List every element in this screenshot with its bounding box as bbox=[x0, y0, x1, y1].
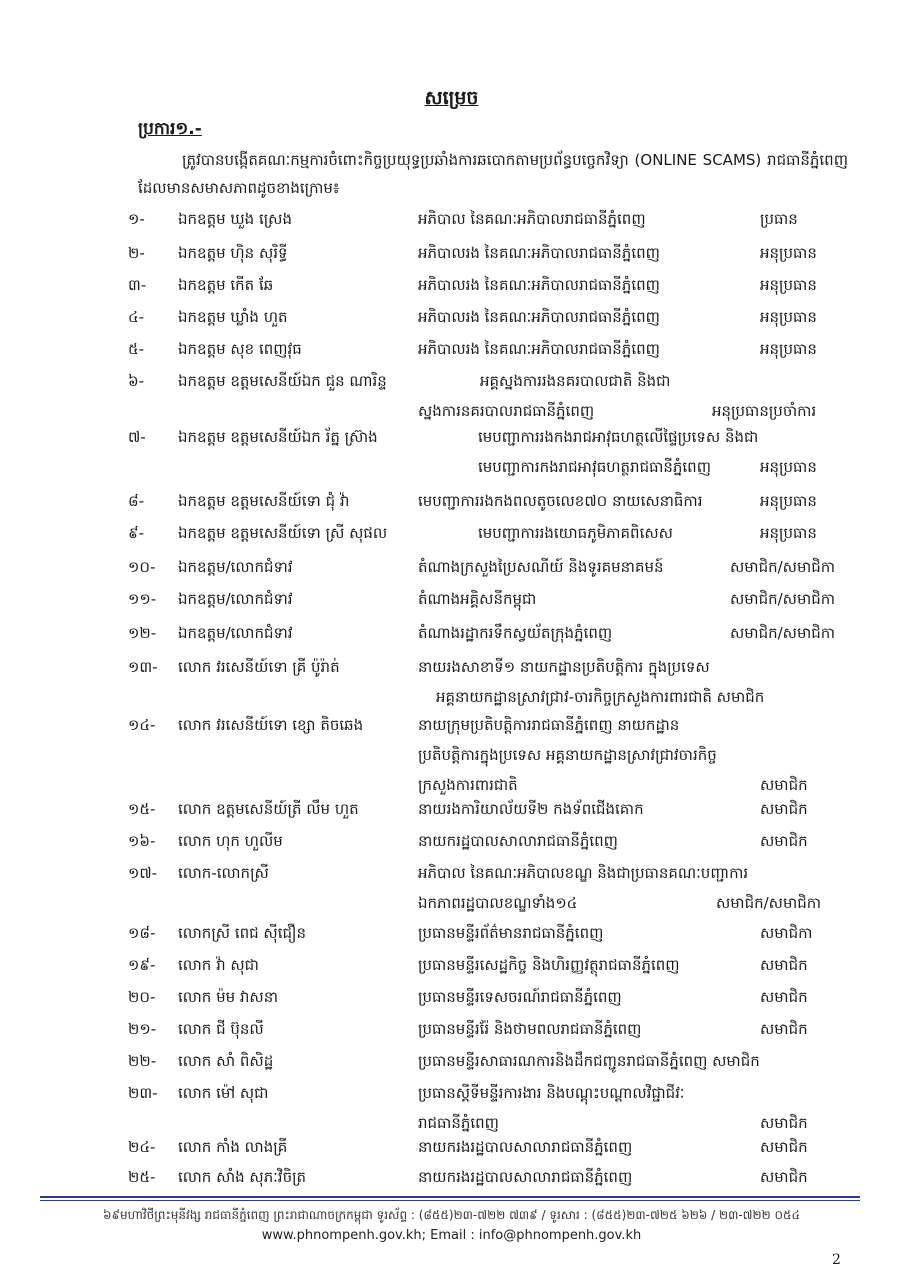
footer-divider bbox=[40, 1196, 860, 1198]
member-position: ប្រធានមន្ទីរសេដ្ឋកិច្ច និងហិរញ្ញវត្ថុរាជធានីភ្នំពេញ bbox=[418, 956, 680, 974]
member-row bbox=[0, 1134, 903, 1168]
member-number: ១៨- bbox=[128, 924, 156, 942]
member-row bbox=[0, 712, 903, 802]
member-number: ៦- bbox=[128, 372, 145, 390]
member-position: នាយករងរដ្ឋបាលសាលារាជធានីភ្នំពេញ bbox=[418, 1168, 633, 1186]
member-position: អភិបាលរង នៃគណៈអភិបាលរាជធានីភ្នំពេញ bbox=[418, 244, 660, 262]
member-position: មេបញ្ជាការរងយោធភូមិភាគពិសេស bbox=[478, 524, 673, 542]
footer-contact: www.phnompenh.gov.kh; Email : info@phnompenh.gov.kh bbox=[261, 1228, 642, 1243]
member-row bbox=[0, 520, 903, 554]
member-number: ៩- bbox=[128, 524, 145, 542]
member-row bbox=[0, 796, 903, 830]
member-name: លោក ម៉ម វាសនា bbox=[178, 988, 278, 1006]
member-row bbox=[0, 920, 903, 954]
member-position: នាយករងរដ្ឋបាលសាលារាជធានីភ្នំពេញ bbox=[418, 1138, 633, 1156]
member-name: លោក វរសេនីយ៍ទោ ខ្សោ តិចឆេង bbox=[178, 716, 364, 734]
member-name: ឯកឧត្តម ឃ្លាំង ហួត bbox=[178, 308, 288, 326]
member-row bbox=[0, 1016, 903, 1050]
member-number: ៤- bbox=[128, 308, 145, 326]
member-number: ៧- bbox=[128, 428, 146, 446]
member-number: ២៥- bbox=[128, 1168, 156, 1186]
member-position: តំណាងក្រសួងប្រៃសណីយ៍ និងទូរគមនាគមន៍ bbox=[418, 558, 664, 576]
member-role: សមាជិក bbox=[760, 988, 808, 1006]
member-number: ២៤- bbox=[128, 1138, 156, 1156]
member-role: អនុប្រធាន bbox=[760, 244, 817, 262]
member-role: អនុប្រធាន bbox=[760, 458, 817, 476]
page-number: 2 bbox=[832, 1252, 841, 1268]
member-row bbox=[0, 554, 903, 588]
member-name: លោក ហុក ហួលីម bbox=[178, 832, 283, 850]
member-position: ប្រធានមន្ទីរព័ត៌មានរាជធានីភ្នំពេញ bbox=[418, 924, 604, 942]
footer-address: ៦៩មហាវិថីព្រះមុនីវង្ស រាជធានីភ្នំពេញ ព្រះរាជាណាចក្រកម្ពុជា ទូរស័ព្ទ : (៨៥៥)២៣-៧២២ ៧៣៩ / ទូរសារ : (៨៥៥)២៣-៧២៥ ៦២៦ / ២៣-៧២២ ០៥៤ bbox=[103, 1208, 800, 1222]
member-name: លោក កាំង លាងគ្រី bbox=[178, 1138, 288, 1156]
member-number: ១២- bbox=[128, 624, 157, 642]
member-row bbox=[0, 240, 903, 274]
member-number: ១៥- bbox=[128, 800, 156, 818]
member-number: ១៦- bbox=[128, 832, 156, 850]
member-name: លោក ឧត្តមសេនីយ៍ត្រី លឹម ហួត bbox=[178, 800, 359, 818]
member-position: អគ្គស្នងការរងនគរបាលជាតិ និងជា bbox=[480, 372, 671, 390]
member-name: ឯកឧត្តម/លោកជំទាវ bbox=[178, 590, 293, 608]
member-name: លោក-លោកស្រី bbox=[178, 864, 269, 882]
member-role: សមាជិក/សមាជិកា bbox=[730, 590, 836, 608]
member-position: ប្រធានស្តីទីមន្ទីរការងារ និងបណ្តុះបណ្តាលវិជ្ជាជីវៈ bbox=[418, 1084, 685, 1102]
member-number: ១៧- bbox=[128, 864, 158, 882]
member-number: ២- bbox=[128, 244, 145, 262]
member-role: សមាជិក bbox=[760, 800, 808, 818]
member-row bbox=[0, 860, 903, 920]
member-row bbox=[0, 206, 903, 240]
member-role: សមាជិក bbox=[760, 956, 808, 974]
member-row bbox=[0, 1048, 903, 1082]
member-number: ១១- bbox=[128, 590, 157, 608]
member-position: អភិបាលរង នៃគណៈអភិបាលរាជធានីភ្នំពេញ bbox=[418, 276, 660, 294]
member-position: មេបញ្ជាការរងកងរាជអាវុធហត្ថលើផ្ទៃប្រទេស និងជា bbox=[478, 428, 759, 446]
member-role: សមាជិកា bbox=[760, 924, 813, 942]
member-name: ឯកឧត្តម/លោកជំទាវ bbox=[178, 558, 293, 576]
decision-heading: សម្រេច bbox=[424, 87, 479, 109]
member-position: អភិបាលរង នៃគណៈអភិបាលរាជធានីភ្នំពេញ bbox=[418, 308, 660, 326]
member-role: អនុប្រធាន bbox=[760, 492, 817, 510]
member-number: ១៤- bbox=[128, 716, 156, 734]
member-name: ឯកឧត្តម កើត ឆែ bbox=[178, 276, 274, 294]
member-number: ៨- bbox=[128, 492, 145, 510]
member-role: អនុប្រធាន bbox=[760, 340, 817, 358]
member-row bbox=[0, 984, 903, 1018]
member-position: មេបញ្ជាការរងកងពលតូចលេខ៧០ នាយសេនាធិការ bbox=[418, 492, 703, 510]
member-name: លោក សាំង សុភៈវិចិត្រ bbox=[178, 1168, 307, 1186]
member-role: អនុប្រធាន bbox=[760, 308, 817, 326]
member-position: នាយរងសាខាទី១ នាយកដ្ឋានប្រតិបត្តិការ ក្នុងប្រទេស bbox=[418, 658, 710, 676]
member-name: លោក សាំ ពិសិដ្ឋ bbox=[178, 1052, 274, 1070]
member-position-line3: ក្រសួងការពារជាតិ bbox=[418, 776, 518, 794]
member-row bbox=[0, 336, 903, 370]
member-name: ឯកឧត្តម ឧត្តមសេនីយ៍ឯក រ័ត្ន ស្រ៊ាង bbox=[178, 428, 378, 446]
member-position: នាយក្រុមប្រតិបត្តិការរាជធានីភ្នំពេញ នាយកដ្ឋាន bbox=[418, 716, 680, 734]
member-name: ឯកឧត្តម ឃួង ស្រេង bbox=[178, 210, 292, 228]
member-role: សមាជិក bbox=[760, 832, 808, 850]
intro-paragraph: ត្រូវបានបង្កើតគណៈកម្មការចំពោះកិច្ចប្រយុទ្ធប្រឆាំងការឆបោកតាមប្រព័ន្ធបច្ចេកវិទ្យា (ONLINE SCAMS) រាជធានីភ្នំពេញ ដែលមានសមាសភាពដូចខាងក្រោម៖ bbox=[138, 151, 848, 197]
member-name: លោកស្រី ពេជ ស៊ីជឿន bbox=[178, 924, 306, 942]
member-position: អភិបាល នៃគណៈអភិបាលរាជធានីភ្នំពេញ bbox=[418, 210, 646, 228]
member-name: ឯកឧត្តម ឧត្តមសេនីយ៍ឯក ជួន ណារិន្ទ bbox=[178, 372, 387, 390]
member-role: សមាជិក bbox=[760, 1020, 808, 1038]
member-number: ២១- bbox=[128, 1020, 157, 1038]
member-position: នាយករដ្ឋបាលសាលារាជធានីភ្នំពេញ bbox=[418, 832, 618, 850]
member-row bbox=[0, 828, 903, 862]
member-number: ១៩- bbox=[128, 956, 156, 974]
member-position: តំណាងអគ្គិសនីកម្ពុជា bbox=[418, 590, 537, 608]
member-number: ១៣- bbox=[128, 658, 158, 676]
member-row bbox=[0, 1164, 903, 1198]
member-name: ឯកឧត្តម/លោកជំទាវ bbox=[178, 624, 293, 642]
member-row bbox=[0, 654, 903, 714]
member-row bbox=[0, 620, 903, 654]
member-position-line2: មេបញ្ជាការកងរាជអាវុធហត្ថរាជធានីភ្នំពេញ bbox=[478, 458, 711, 476]
member-number: ១០- bbox=[128, 558, 156, 576]
member-role: សមាជិក bbox=[760, 776, 808, 794]
member-name: លោក វរសេនីយ៍ទោ គ្រី ប៉ូរ៉ាត់ bbox=[178, 658, 340, 676]
member-role: ប្រធាន bbox=[760, 210, 798, 228]
member-position-line2: រាជធានីភ្នំពេញ bbox=[418, 1114, 499, 1132]
member-row bbox=[0, 272, 903, 306]
member-row bbox=[0, 952, 903, 986]
member-position-line2: ស្នងការនគរបាលរាជធានីភ្នំពេញ bbox=[418, 402, 595, 420]
member-role: អនុប្រធានប្រចាំការ bbox=[712, 402, 817, 420]
member-position: អភិបាលរង នៃគណៈអភិបាលរាជធានីភ្នំពេញ bbox=[418, 340, 660, 358]
member-position: អភិបាល នៃគណៈអភិបាលខណ្ឌ និងជាប្រធានគណៈបញ្ជាការ bbox=[418, 864, 749, 882]
member-row bbox=[0, 368, 903, 428]
footer-divider-thin bbox=[40, 1200, 860, 1201]
member-position: នាយរងការិយាល័យទី២ កងទ័ពជើងគោក bbox=[418, 800, 644, 818]
member-number: ២៣- bbox=[128, 1084, 158, 1102]
member-role: អនុប្រធាន bbox=[760, 276, 817, 294]
member-role: សមាជិក/សមាជិកា bbox=[730, 558, 836, 576]
member-position: ប្រធានមន្ទីររ៉ែ និងថាមពលរាជធានីភ្នំពេញ bbox=[418, 1020, 642, 1038]
member-row bbox=[0, 424, 903, 484]
article-label: ប្រការ១.- bbox=[138, 119, 202, 139]
member-role: សមាជិក bbox=[760, 1168, 808, 1186]
member-number: ២០- bbox=[128, 988, 156, 1006]
member-row bbox=[0, 1080, 903, 1140]
member-row bbox=[0, 586, 903, 620]
member-number: ៥- bbox=[128, 340, 145, 358]
member-position-line2: អគ្គនាយកដ្ឋានស្រាវជ្រាវ-ចារកិច្ចក្រសួងការពារជាតិ សមាជិក bbox=[436, 688, 765, 706]
member-name: លោក ជី ប៊ុនលី bbox=[178, 1020, 264, 1038]
member-row bbox=[0, 488, 903, 522]
member-number: ២២- bbox=[128, 1052, 157, 1070]
member-role: សមាជិក bbox=[760, 1114, 808, 1132]
member-role: សមាជិក/សមាជិកា bbox=[730, 624, 836, 642]
member-role: សមាជិក/សមាជិកា bbox=[716, 894, 822, 912]
member-name: ឯកឧត្តម ហ៊ិន សុរិទ្ធី bbox=[178, 244, 288, 262]
member-position: ប្រធានមន្ទីរទេសចរណ៍រាជធានីភ្នំពេញ bbox=[418, 988, 622, 1006]
member-position-line2: ប្រតិបត្តិការក្នុងប្រទេស អគ្គនាយកដ្ឋានស្រាវជ្រាវចារកិច្ច bbox=[418, 746, 717, 764]
member-name: ឯកឧត្តម សុខ ពេញវុធ bbox=[178, 340, 302, 358]
member-position-line2: ឯកភាពរដ្ឋបាលខណ្ឌទាំង១៤ bbox=[418, 894, 578, 912]
member-name: លោក វ៉ា សុជា bbox=[178, 956, 259, 974]
member-role: សមាជិក bbox=[760, 1138, 808, 1156]
member-position: តំណាងរដ្ឋាករទឹកស្វយ័តក្រុងភ្នំពេញ bbox=[418, 624, 613, 642]
member-position: ប្រធានមន្ទីរសាធារណការនិងដឹកជញ្ជូនរាជធានីភ្នំពេញ សមាជិក bbox=[418, 1052, 760, 1070]
member-number: ១- bbox=[128, 210, 145, 228]
member-number: ៣- bbox=[128, 276, 147, 294]
member-name: លោក ម៉ៅ សុជា bbox=[178, 1084, 269, 1102]
member-row bbox=[0, 304, 903, 338]
member-name: ឯកឧត្តម ឧត្តមសេនីយ៍ទោ ជុំ វ៉ា bbox=[178, 492, 350, 510]
member-role: អនុប្រធាន bbox=[760, 524, 817, 542]
member-name: ឯកឧត្តម ឧត្តមសេនីយ៍ទោ ស្រី សុផល bbox=[178, 524, 388, 542]
